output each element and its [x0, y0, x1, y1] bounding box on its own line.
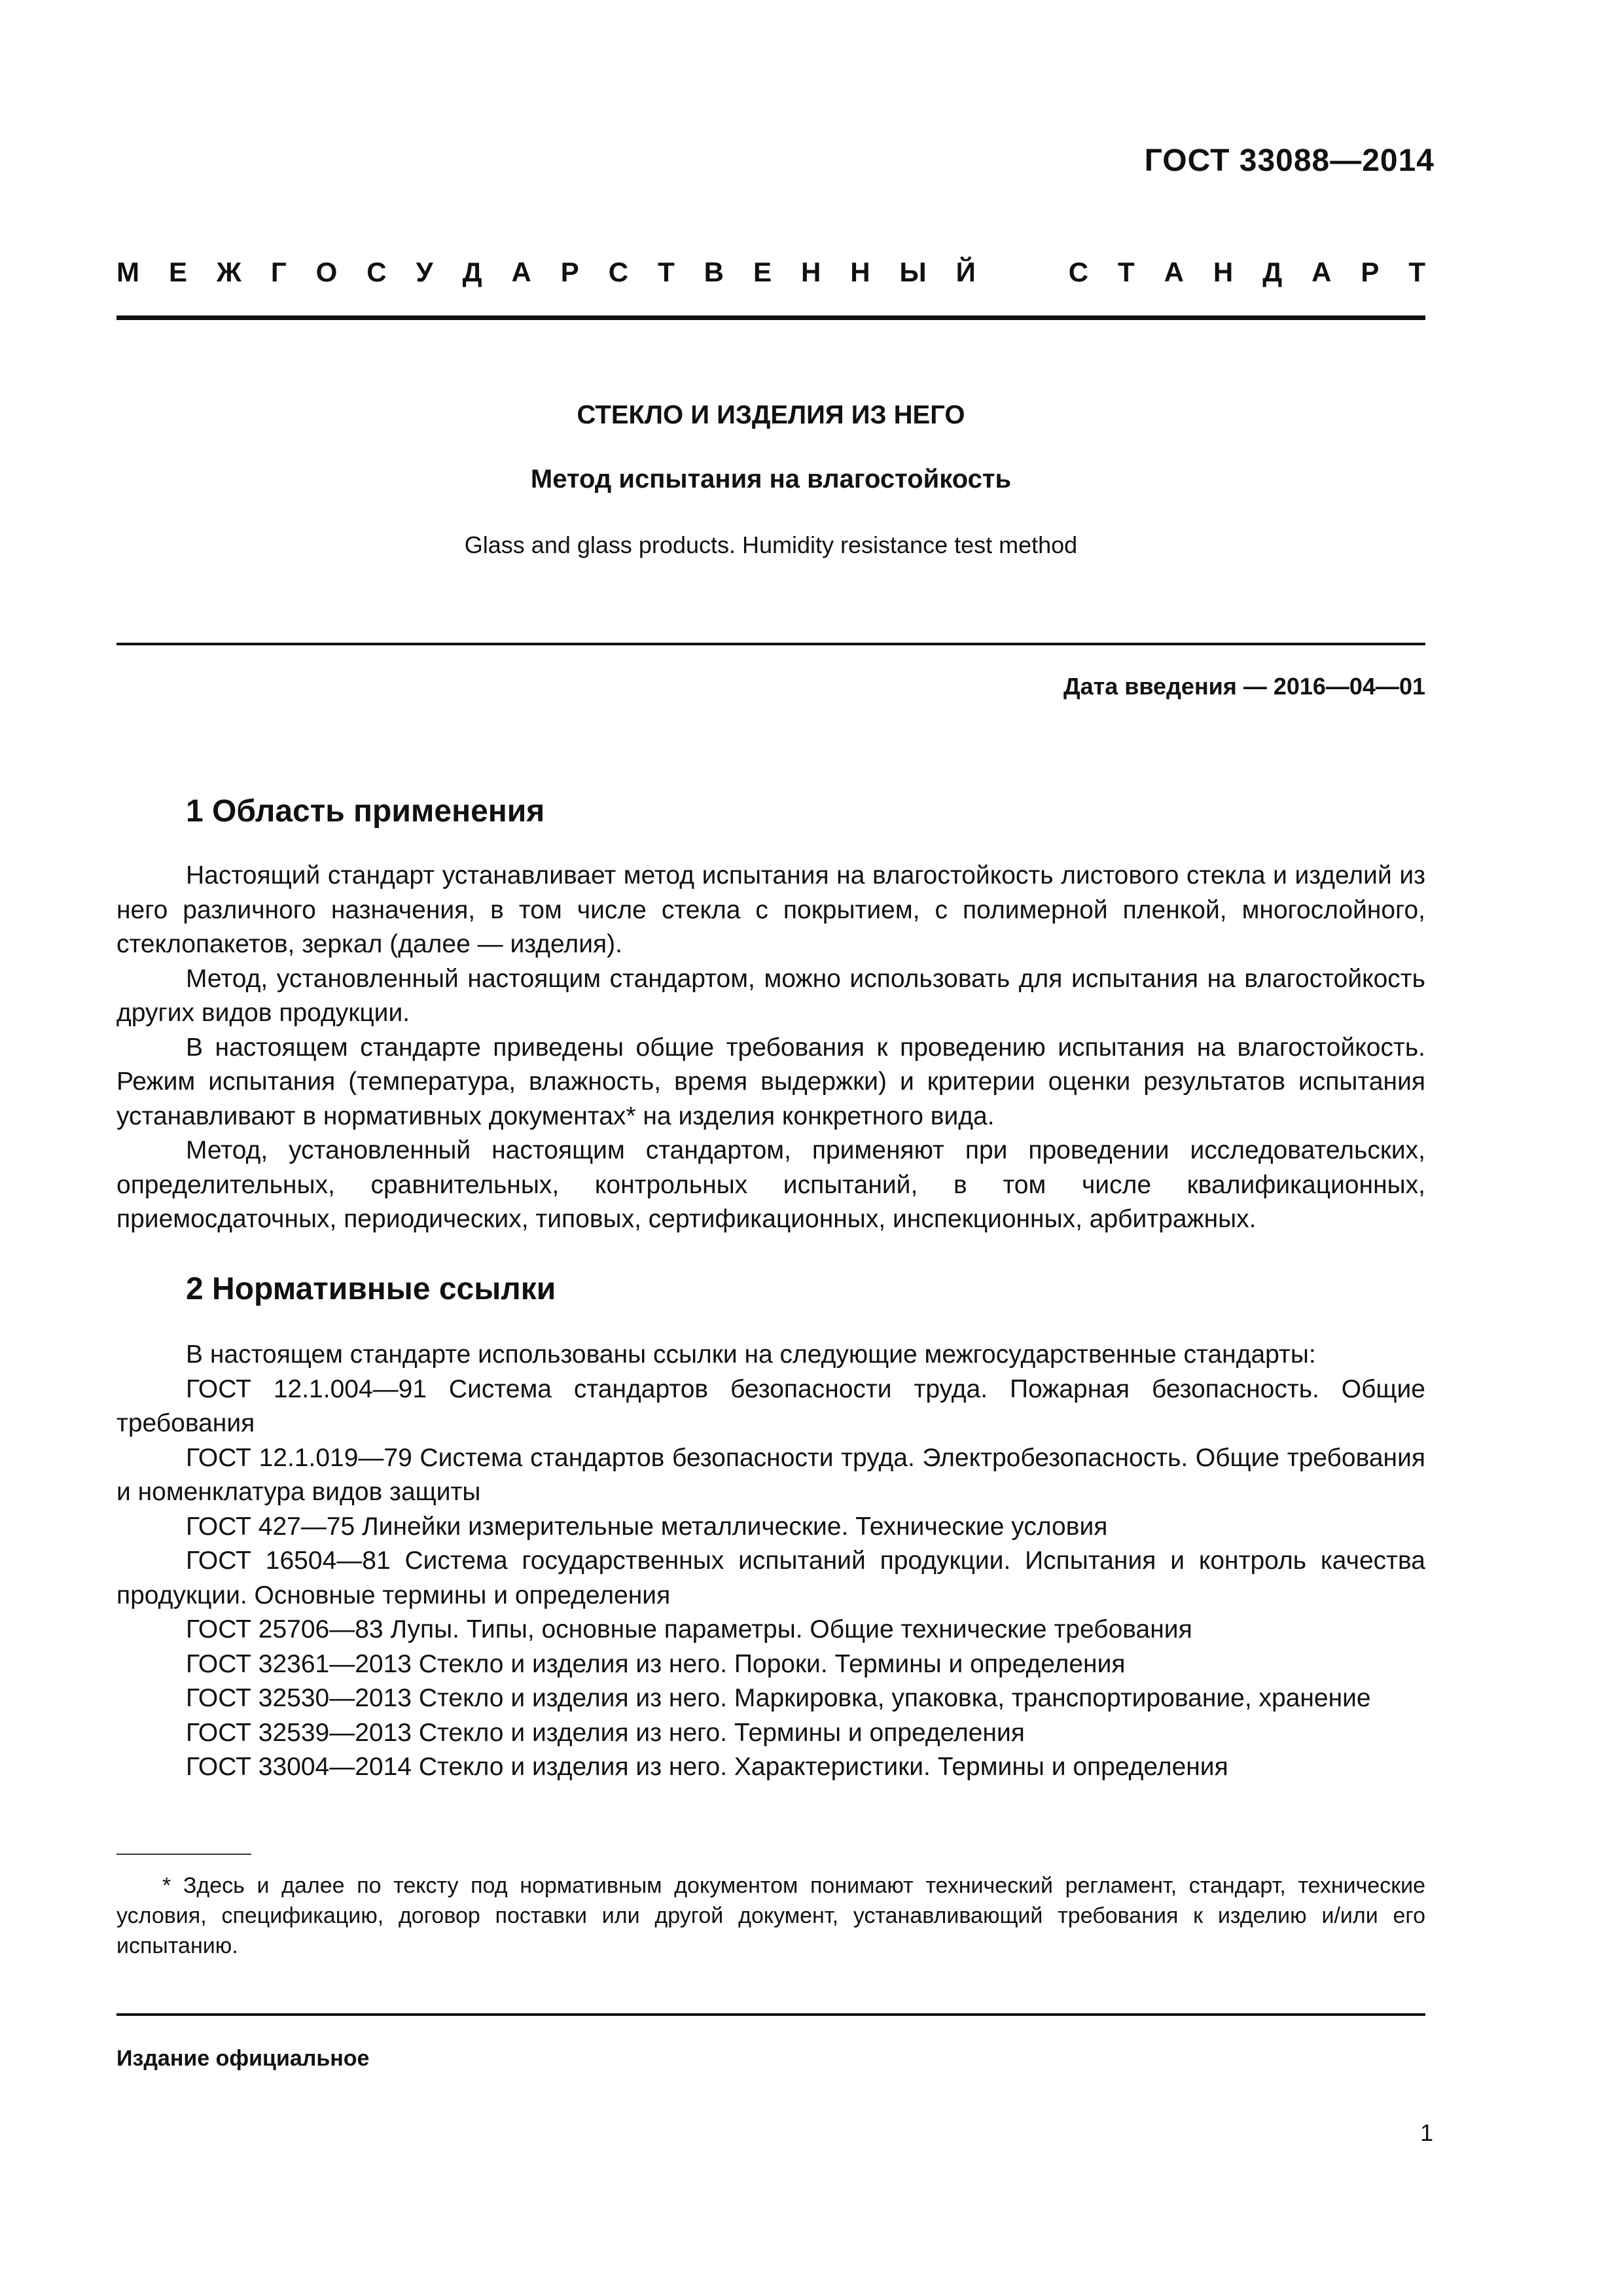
footnote-divider — [116, 1854, 251, 1855]
banner-letter: Н — [850, 257, 870, 287]
paragraph: Метод, установленный настоящим стандартом, можно использовать для испытания на влагостойкость других видов продукции. — [116, 964, 1425, 1027]
paragraph: Метод, установленный настоящим стандартом, применяют при проведении исследовательских, определительных, сравнительных, контрольных испытаний, в том числе квалификационных, приемосдаточных, периодических, типовых, сертификационных, инспекционных, арбитражных. — [116, 1136, 1425, 1233]
banner-letter: Р — [1361, 257, 1380, 287]
reference-item: ГОСТ 16504—81 Система государственных испытаний продукции. Испытания и контроль качества продукции. Основные термины и определения — [116, 1547, 1425, 1609]
banner-letter: Д — [462, 257, 482, 287]
reference-item: ГОСТ 12.1.019—79 Система стандартов безопасности труда. Электробезопасность. Общие требования и номенклатура видов защиты — [116, 1443, 1425, 1506]
reference-item: ГОСТ 32361—2013 Стекло и изделия из него. Пороки. Термины и определения — [186, 1649, 1126, 1678]
banner-letter: А — [511, 257, 531, 287]
banner-letter: Ж — [216, 257, 241, 287]
banner-letter: У — [416, 257, 433, 287]
paragraph: Настоящий стандарт устанавливает метод испытания на влагостойкость листового стекла и изделий из него различного назначения, в том числе стекла с покрытием, с полимерной пленкой, многослойного, стеклопакетов, зеркал (далее — изделия). — [116, 861, 1425, 958]
banner-letter: С — [366, 257, 387, 287]
section-heading-references: 2 Нормативные ссылки — [186, 1272, 556, 1306]
reference-item: ГОСТ 33004—2014 Стекло и изделия из него. Характеристики. Термины и определения — [186, 1753, 1228, 1781]
banner-letter: Т — [1118, 257, 1135, 287]
document-subtitle: Метод испытания на влагостойкость — [530, 465, 1012, 493]
banner-letter: Й — [955, 257, 976, 287]
header-divider — [116, 315, 1425, 320]
reference-item: ГОСТ 12.1.004—91 Система стандартов безопасности труда. Пожарная безопасность. Общие требования — [116, 1374, 1425, 1437]
section-body-references — [116, 1338, 1425, 1785]
paragraph: В настоящем стандарте приведены общие требования к проведению испытания на влагостойкость. Режим испытания (температура, влажность, время выдержки) и критерии оценки результатов испытания устанавливают в нормативных документах* на изделия конкретного вида. — [116, 1033, 1425, 1130]
banner-letter: Р — [560, 257, 579, 287]
footnote-text: * Здесь и далее по тексту под нормативным документом понимают технический регламент, стандарт, технические условия, спецификацию, договор поставки или другой документ, устанавливающий требования к изделию и/или его испытанию. — [116, 1873, 1425, 1958]
banner-letter: Д — [1262, 257, 1283, 287]
banner-letter: А — [1164, 257, 1184, 287]
banner-letter: В — [704, 257, 724, 287]
section-body-scope — [116, 859, 1425, 1237]
banner-letter: Т — [1408, 257, 1425, 287]
banner-letter: А — [1311, 257, 1332, 287]
banner-letter: Г — [270, 257, 287, 287]
section-heading-scope: 1 Область применения — [186, 794, 545, 829]
document-number: ГОСТ 33088—2014 — [1144, 143, 1435, 178]
footnote — [116, 1871, 1425, 1961]
edition-label: Издание официальное — [116, 2046, 370, 2071]
footer-divider — [116, 2013, 1425, 2016]
banner-letter: Е — [753, 257, 772, 287]
banner-letter: С — [608, 257, 629, 287]
reference-item: ГОСТ 427—75 Линейки измерительные металлические. Технические условия — [186, 1512, 1108, 1541]
introduction-date: Дата введения — 2016—04—01 — [1063, 673, 1425, 700]
document-title: СТЕКЛО И ИЗДЕЛИЯ ИЗ НЕГО — [577, 401, 965, 429]
banner-letter: Е — [168, 257, 187, 287]
reference-item: ГОСТ 32530—2013 Стекло и изделия из него. Маркировка, упаковка, транспортирование, хранение — [186, 1684, 1371, 1712]
page-number: 1 — [1419, 2119, 1433, 2146]
banner-letter: Н — [1213, 257, 1234, 287]
banner-word-gap — [1005, 257, 1039, 288]
banner-letter: Ы — [899, 257, 927, 287]
banner-letter: М — [116, 257, 139, 287]
banner-letter: Н — [800, 257, 821, 287]
banner-letter: С — [1068, 257, 1089, 287]
banner-letter: О — [315, 257, 338, 287]
reference-item: ГОСТ 25706—83 Лупы. Типы, основные параметры. Общие технические требования — [186, 1615, 1192, 1643]
standard-banner — [116, 257, 1425, 288]
title-divider — [116, 643, 1425, 645]
reference-item: ГОСТ 32539—2013 Стекло и изделия из него. Термины и определения — [186, 1718, 1025, 1747]
paragraph: В настоящем стандарте использованы ссылки на следующие межгосударственные стандарты: — [186, 1340, 1316, 1369]
document-title-english: Glass and glass products. Humidity resistance test method — [464, 531, 1078, 558]
banner-letter: Т — [658, 257, 675, 287]
